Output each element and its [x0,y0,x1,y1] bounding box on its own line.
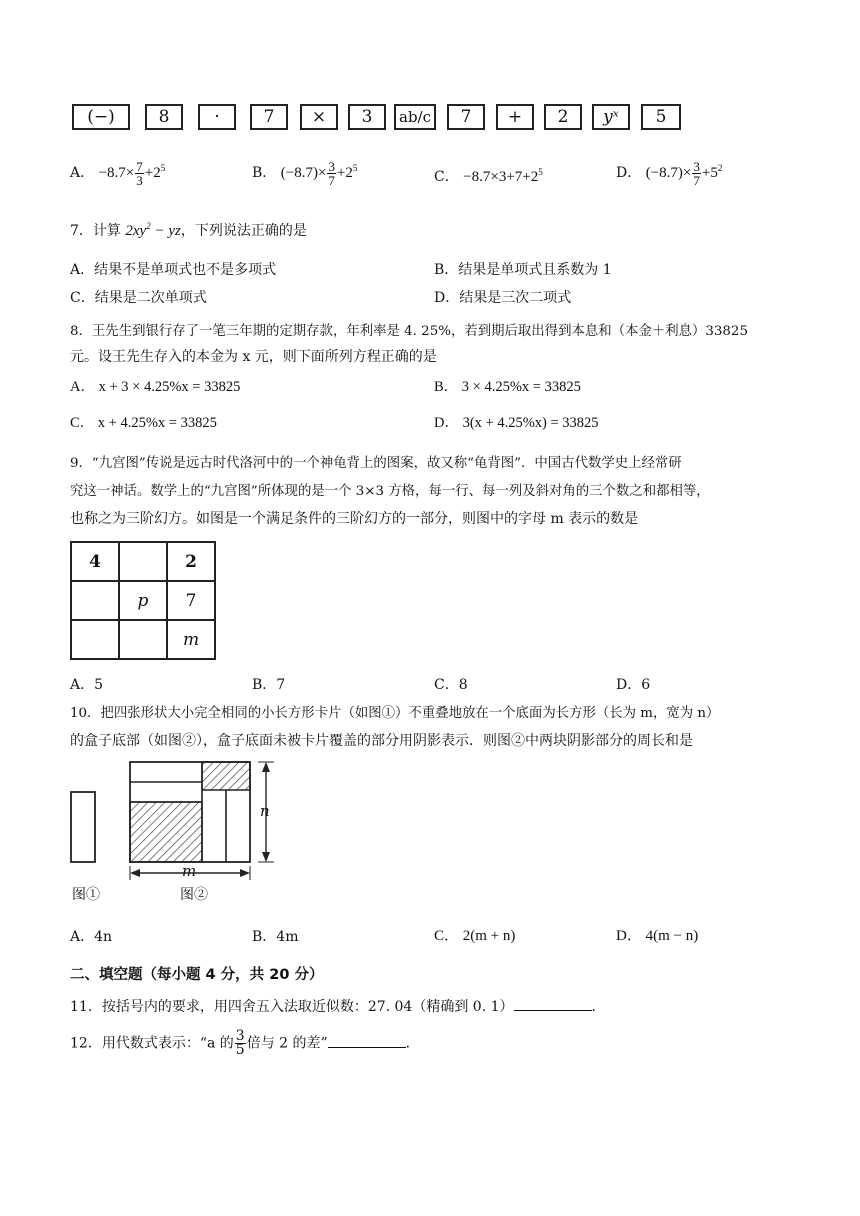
figure-2-label: 图② [180,887,208,903]
q9-stem-line2: 究这一神话。数学上的“九宫图”所体现的是一个 3×3 方格，每一行、每一列及斜对角的三个数之和都相等， [70,484,710,499]
magic-square-cell [119,620,167,659]
q10-option-d: D． 4(m − n) [616,928,699,944]
q8-stem-line2: 元。设王先生存入的本金为 x 元，则下面所列方程正确的是 [70,349,437,365]
q9-stem-line3: 也称之为三阶幻方。如图是一个满足条件的三阶幻方的一部分，则图中的字母 m 表示的数是 [70,511,639,527]
q8-stem-line1: 8．王先生到银行存了一笔三年期的定期存款，年利率是 4. 25%，若到期后取出得到本息和（本金＋利息）33825 [70,324,748,339]
magic-square-cell: 2 [167,542,215,581]
figure-1-label: 图① [72,887,100,903]
q12-stem: 12．用代数式表示：“a 的 $\frac{3}{5}$ 倍与 2 的差” ． [70,1028,420,1058]
magic-square-cell: 4 [71,542,119,581]
magic-square-cell: p [119,581,167,620]
q7-option-c: C．结果是二次单项式 [70,290,207,306]
q8-option-d: D． 3(x + 4.25%x) = 33825 [434,415,599,431]
q6-option-a: A． −8.7× $\frac{7}{3}$ $+2^5$ [70,159,166,188]
q7-stem: 7．计算 $2xy^2$ − yz，下列说法正确的是 [70,221,307,239]
magic-square-cell: 7 [167,581,215,620]
magic-square-cell [119,542,167,581]
q10-option-a: A．4n [70,929,113,945]
q6-option-d: D． (−8.7)× $\frac{3}{7}$ $+5^2$ [616,159,723,188]
calc-key: 2 [544,104,582,130]
q9-option-b: B．7 [252,677,286,693]
card-figure-1 [71,792,95,862]
q7-option-a: A．结果不是单项式也不是多项式 [70,262,277,278]
section-heading: 二、填空题（每小题 4 分，共 20 分） [70,967,324,983]
q6-option-b: B． (−8.7)× $\frac{3}{7}$ $+2^5$ [252,159,358,188]
q6-option-c: C． $-8.7\times 3+7+2^5$ [434,167,543,185]
q10-option-b: B．4m [252,929,299,945]
q9-option-c: C．8 [434,677,468,693]
calc-key: 3 [348,104,386,130]
q9-option-a: A．5 [70,677,104,693]
answer-blank [328,1035,406,1048]
q8-option-b: B． 3 × 4.25%x = 33825 [434,379,581,395]
label-m: m [182,862,197,880]
magic-square-cell: m [167,620,215,659]
calc-key: + [496,104,534,130]
shaded-region-bottom-left [130,802,202,862]
q10-option-c: C． 2(m + n) [434,928,516,944]
calc-key: 8 [145,104,183,130]
q9-stem-line1: 9．“九宫图”传说是远古时代洛河中的一个神龟背上的图案，故又称“龟背图”．中国古代数学史上经常研 [70,456,682,471]
q10-stem-line1: 10．把四张形状大小完全相同的小长方形卡片（如图①）不重叠地放在一个底面为长方形（长为 m，宽为 n） [70,706,720,721]
calc-key: × [300,104,338,130]
answer-blank [514,998,592,1011]
q7-option-b: B．结果是单项式且系数为 1 [434,262,612,278]
calc-key-power: yˣ [592,104,630,130]
calc-key-negative: (−) [72,104,130,130]
q9-option-d: D．6 [616,677,651,693]
q11-stem: 11．按括号内的要求，用四舍五入法取近似数：27. 04（精确到 0. 1） ． [70,999,606,1015]
calc-key: · [198,104,236,130]
magic-square-grid [70,541,216,660]
shaded-region-top-right [202,762,250,790]
magic-square-cell [71,620,119,659]
q8-option-c: C． x + 4.25%x = 33825 [70,415,217,431]
label-n: n [260,802,270,820]
q10-stem-line2: 的盒子底部（如图②），盒子底面未被卡片覆盖的部分用阴影表示．则图②中两块阴影部分的周长和是 [70,733,693,749]
q7-option-d: D．结果是三次二项式 [434,290,572,306]
magic-square-cell [71,581,119,620]
calc-key: ab/c [394,104,436,130]
calc-key: 7 [250,104,288,130]
calc-key: 5 [641,104,681,130]
calc-key: 7 [447,104,485,130]
q8-option-a: A． x + 3 × 4.25%x = 33825 [70,379,241,395]
